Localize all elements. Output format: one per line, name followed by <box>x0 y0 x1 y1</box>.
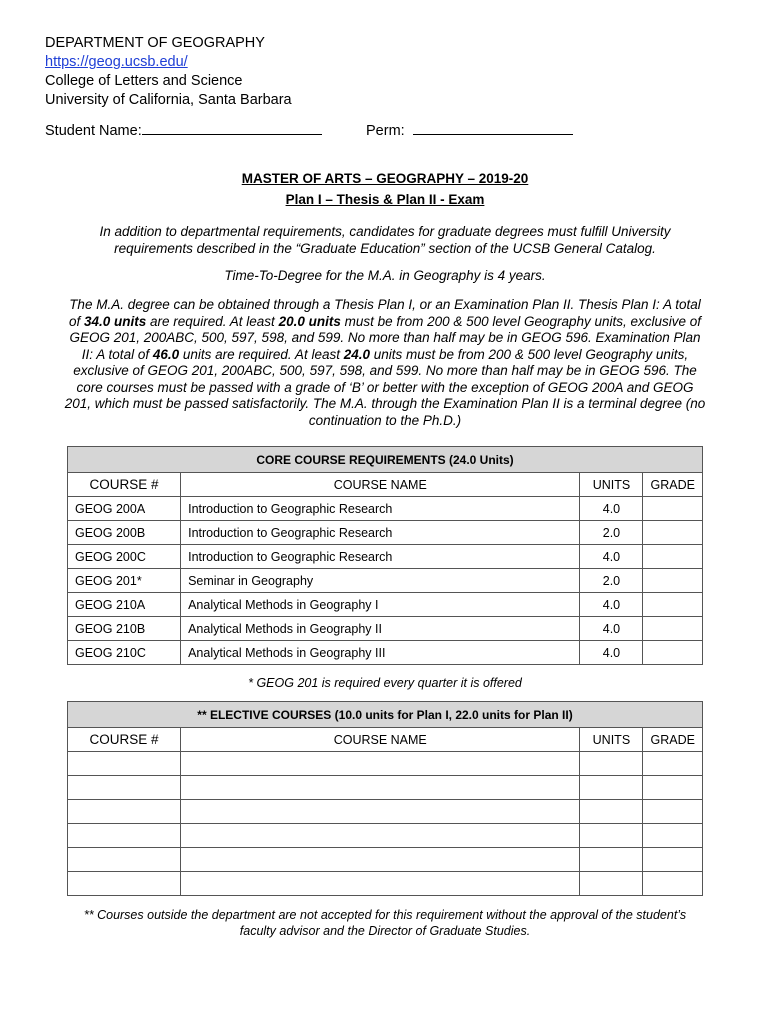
course-name: Introduction to Geographic Research <box>181 497 580 521</box>
grade-cell[interactable] <box>643 497 703 521</box>
course-name-cell[interactable] <box>181 800 580 824</box>
table-row <box>68 848 703 872</box>
course-name: Seminar in Geography <box>181 569 580 593</box>
table-row <box>68 641 703 665</box>
course-name: Introduction to Geographic Research <box>181 521 580 545</box>
elective-note-line2: faculty advisor and the Director of Graduate Studies. <box>239 923 531 938</box>
table-row <box>68 593 703 617</box>
student-name-label: Student Name: <box>45 123 142 139</box>
elective-table-caption: ** ELECTIVE COURSES (10.0 units for Plan I, 22.0 units for Plan II) <box>68 702 703 728</box>
table-row <box>68 617 703 641</box>
units-cell[interactable] <box>580 848 643 872</box>
plan-i-min-units: 20.0 units <box>278 313 341 329</box>
elective-note <box>0 908 770 939</box>
units-cell[interactable] <box>580 872 643 896</box>
grade-cell[interactable] <box>643 569 703 593</box>
student-info-line <box>45 119 725 139</box>
units-cell[interactable] <box>580 752 643 776</box>
course-number: GEOG 200B <box>68 521 181 545</box>
course-name-cell[interactable] <box>181 848 580 872</box>
course-units: 4.0 <box>580 545 643 569</box>
department-name: DEPARTMENT OF GEOGRAPHY <box>45 35 265 51</box>
course-number-header: COURSE # <box>68 728 181 752</box>
units-header: UNITS <box>580 728 643 752</box>
course-number-cell[interactable] <box>68 800 181 824</box>
plan-subtitle: Plan I – Thesis & Plan II - Exam <box>285 192 485 207</box>
grade-cell[interactable] <box>643 617 703 641</box>
course-name: Introduction to Geographic Research <box>181 545 580 569</box>
grade-cell[interactable] <box>643 752 703 776</box>
course-name-cell[interactable] <box>181 824 580 848</box>
core-course-table <box>67 446 703 665</box>
course-number-cell[interactable] <box>68 776 181 800</box>
degree-plans-paragraph: The M.A. degree can be obtained through a Thesis Plan I, or an Examination Plan II. Thesis Plan I: A total of 34.0 units are required. At least 20.0 units must be from 200 & 500 level Geography units, exclusive of GEOG 201, 200ABC, 500, 597, 598, and 599. No more than half may be in GEOG 596. Examination Plan II: A total of 46.0 units are required. At least 24.0 units must be from 200 & 500 level Geography units, exclusive of GEOG 201, 200ABC, 500, 597, 598, and 599. No more than half may be in GEOG 596. The core courses must be passed with a grade of ‘B’ or better with the exception of GEOG 200A and GEOG 201, which must be passed satisfactorily. The M.A. through the Examination Plan II is a terminal degree (no continuation to the Ph.D.) <box>64 297 706 428</box>
grade-header: GRADE <box>643 473 703 497</box>
grade-cell[interactable] <box>643 872 703 896</box>
course-units: 4.0 <box>580 617 643 641</box>
course-units: 4.0 <box>580 593 643 617</box>
course-number: GEOG 210A <box>68 593 181 617</box>
course-units: 2.0 <box>580 521 643 545</box>
grade-cell[interactable] <box>643 824 703 848</box>
core-table-header-row <box>68 473 703 497</box>
core-table-caption: CORE COURSE REQUIREMENTS (24.0 Units) <box>68 447 703 473</box>
table-row <box>68 569 703 593</box>
elective-course-table <box>67 701 703 896</box>
course-name: Analytical Methods in Geography I <box>181 593 580 617</box>
course-number-cell[interactable] <box>68 824 181 848</box>
table-row <box>68 872 703 896</box>
course-units: 4.0 <box>580 497 643 521</box>
course-number: GEOG 210C <box>68 641 181 665</box>
plan-i-total-units: 34.0 units <box>83 313 147 329</box>
grade-cell[interactable] <box>643 641 703 665</box>
table-row <box>68 752 703 776</box>
grade-cell[interactable] <box>643 593 703 617</box>
course-number: GEOG 210B <box>68 617 181 641</box>
table-row <box>68 497 703 521</box>
units-header: UNITS <box>580 473 643 497</box>
department-url-link[interactable]: https://geog.ucsb.edu/ <box>45 54 188 70</box>
course-number-header: COURSE # <box>68 473 181 497</box>
plan-ii-min-units: 24.0 <box>343 346 370 362</box>
course-number: GEOG 200A <box>68 497 181 521</box>
table-row <box>68 521 703 545</box>
course-units: 2.0 <box>580 569 643 593</box>
table-row <box>68 776 703 800</box>
course-number-cell[interactable] <box>68 848 181 872</box>
perm-label: Perm: <box>366 123 405 139</box>
course-name-header: COURSE NAME <box>181 473 580 497</box>
course-number-cell[interactable] <box>68 872 181 896</box>
course-units: 4.0 <box>580 641 643 665</box>
department-header <box>45 34 292 110</box>
units-cell[interactable] <box>580 800 643 824</box>
table-row <box>68 800 703 824</box>
intro-paragraph: In addition to departmental requirements, candidates for graduate degrees must fulfill University requirements described in the “Graduate Education” section of the UCSB General Catalog. <box>99 224 671 256</box>
course-name-header: COURSE NAME <box>181 728 580 752</box>
table-row <box>68 824 703 848</box>
grade-header: GRADE <box>643 728 703 752</box>
grade-cell[interactable] <box>643 521 703 545</box>
geog201-note: * GEOG 201 is required every quarter it is offered <box>248 676 522 690</box>
table-row <box>68 545 703 569</box>
course-name: Analytical Methods in Geography III <box>181 641 580 665</box>
units-cell[interactable] <box>580 824 643 848</box>
units-cell[interactable] <box>580 776 643 800</box>
degree-title: MASTER OF ARTS – GEOGRAPHY – 2019-20 <box>241 171 529 186</box>
elective-note-line1: ** Courses outside the department are not accepted for this requirement without the approval of the student’s <box>83 908 687 922</box>
time-to-degree-text: Time-To-Degree for the M.A. in Geography is 4 years. <box>224 268 546 283</box>
elective-table-header-row <box>68 728 703 752</box>
grade-cell[interactable] <box>643 776 703 800</box>
perm-field[interactable] <box>413 119 573 135</box>
grade-cell[interactable] <box>643 848 703 872</box>
course-name-cell[interactable] <box>181 776 580 800</box>
course-name: Analytical Methods in Geography II <box>181 617 580 641</box>
plan-ii-total-units: 46.0 <box>152 346 180 362</box>
course-name-cell[interactable] <box>181 752 580 776</box>
course-name-cell[interactable] <box>181 872 580 896</box>
college-name: College of Letters and Science <box>45 73 243 89</box>
course-number-cell[interactable] <box>68 752 181 776</box>
course-number: GEOG 200C <box>68 545 181 569</box>
student-name-field[interactable] <box>142 119 322 135</box>
grade-cell[interactable] <box>643 800 703 824</box>
university-name: University of California, Santa Barbara <box>45 92 292 108</box>
course-number: GEOG 201* <box>68 569 181 593</box>
grade-cell[interactable] <box>643 545 703 569</box>
